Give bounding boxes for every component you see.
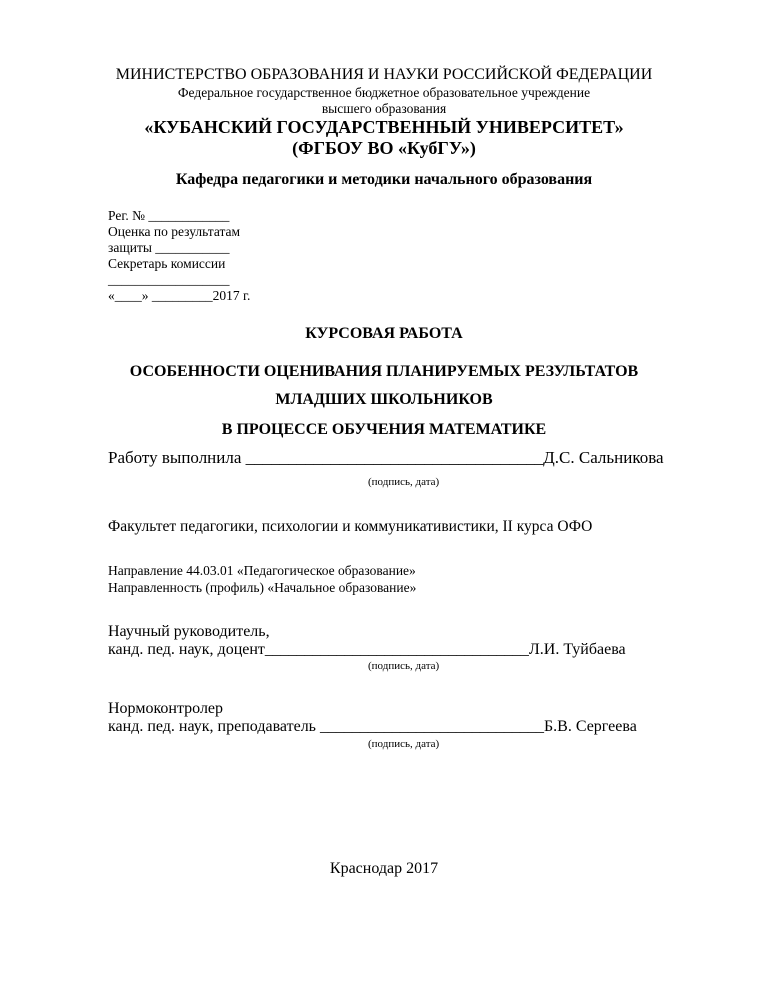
work-type: КУРСОВАЯ РАБОТА — [305, 325, 463, 342]
normcontroller-title: канд. пед. наук, преподаватель — [108, 718, 316, 735]
author-row — [108, 448, 664, 468]
grade-label: Оценка по результатам — [108, 224, 241, 239]
department-name: Кафедра педагогики и методики начального образования — [175, 171, 593, 188]
normcontroller-row — [108, 718, 637, 736]
normcontroller-name: Б.В. Сергеева — [543, 718, 637, 735]
city-year: Краснодар 2017 — [329, 860, 439, 877]
supervisor-signature-line: _________________________________ — [264, 641, 529, 658]
normcontroller-role: Нормоконтролер — [108, 700, 224, 717]
supervisor-signature-caption: (подпись, дата) — [368, 660, 440, 672]
secretary-label: Секретарь комиссии — [108, 256, 226, 271]
author-name: Д.С. Сальникова — [543, 448, 664, 467]
institution-line-2: высшего образования — [321, 101, 447, 116]
supervisor-row — [108, 641, 626, 659]
ministry-name: МИНИСТЕРСТВО ОБРАЗОВАНИЯ И НАУКИ РОССИЙСКОЙ ФЕДЕРАЦИИ — [115, 66, 653, 83]
supervisor-role: Научный руководитель, — [108, 623, 270, 640]
university-abbr: (ФГБОУ ВО «КубГУ») — [292, 138, 476, 158]
author-label: Работу выполнила — [108, 448, 242, 467]
direction-line: Направление 44.03.01 «Педагогическое образование» — [108, 563, 416, 578]
university-name: «КУБАНСКИЙ ГОСУДАРСТВЕННЫЙ УНИВЕРСИТЕТ» — [144, 117, 624, 137]
author-signature-line: ___________________________________ — [245, 448, 544, 467]
work-title-line-2: МЛАДШИХ ШКОЛЬНИКОВ — [275, 391, 493, 408]
reg-number: Рег. № ____________ — [108, 208, 230, 223]
institution-line-1: Федеральное государственное бюджетное образовательное учреждение — [177, 85, 591, 100]
work-title-line-3: В ПРОЦЕССЕ ОБУЧЕНИЯ МАТЕМАТИКЕ — [221, 421, 547, 438]
normcontroller-signature-line: ____________________________ — [319, 718, 544, 735]
registration-date: «____» _________2017 г. — [108, 288, 251, 303]
supervisor-name: Л.И. Туйбаева — [528, 641, 626, 658]
grade-defense: защиты ___________ — [108, 240, 230, 255]
secretary-signature-line: __________________ — [108, 272, 230, 287]
supervisor-title: канд. пед. наук, доцент — [108, 641, 265, 658]
faculty-course: Факультет педагогики, психологии и коммуникативистики, II курса ОФО — [108, 518, 593, 535]
author-signature-caption: (подпись, дата) — [368, 476, 440, 488]
work-title-line-1: ОСОБЕННОСТИ ОЦЕНИВАНИЯ ПЛАНИРУЕМЫХ РЕЗУЛЬТАТОВ — [129, 363, 639, 380]
normcontroller-signature-caption: (подпись, дата) — [368, 738, 440, 750]
profile-line: Направленность (профиль) «Начальное образование» — [108, 580, 417, 595]
